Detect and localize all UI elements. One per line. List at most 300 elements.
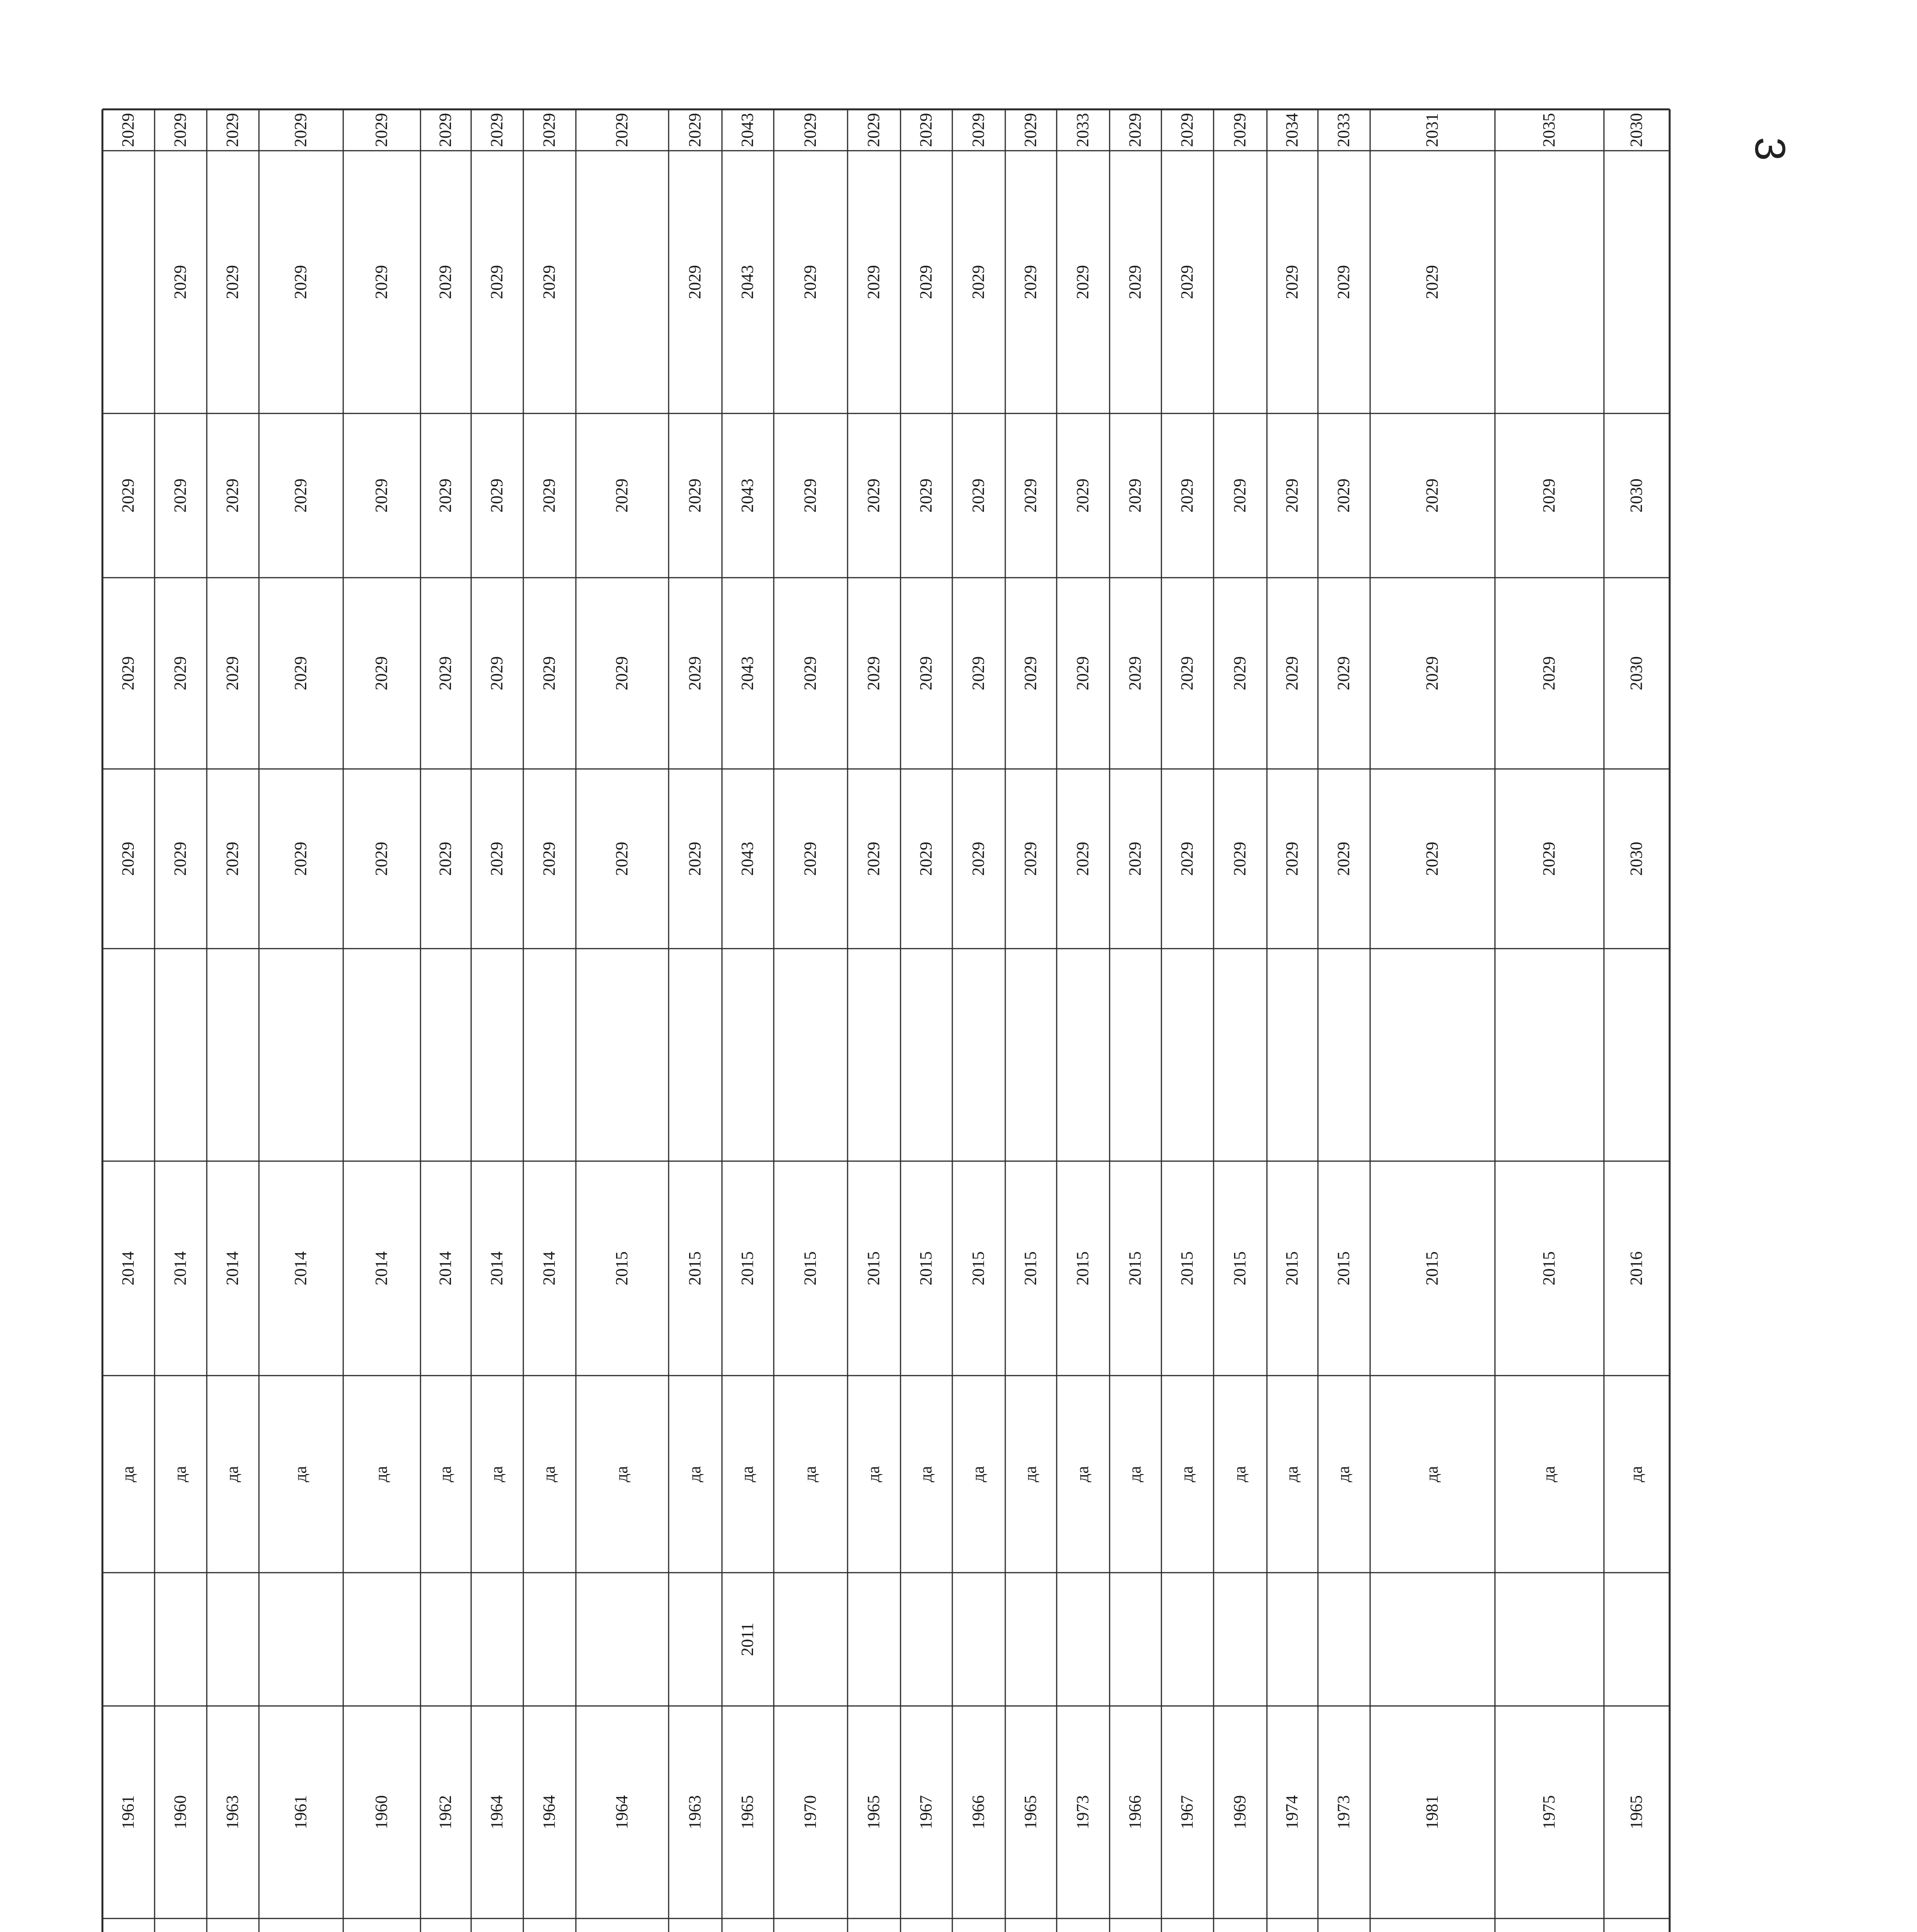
cell-text-year-built: 1967 <box>1177 1795 1197 1829</box>
cell-text-year-built: 1970 <box>800 1795 820 1829</box>
table-cell <box>1073 113 1092 147</box>
table-cell <box>738 479 757 513</box>
cell-text-year-built: 1965 <box>737 1795 757 1829</box>
table-cell <box>372 1466 391 1482</box>
cell-text-included: да <box>1422 1466 1442 1482</box>
table-cell <box>800 1466 819 1482</box>
cell-text-c3: 2029 <box>864 656 883 690</box>
table-cell <box>291 656 310 690</box>
table-cell <box>1539 1795 1558 1829</box>
cell-text-c3: 2029 <box>1539 656 1558 690</box>
cell-text-c4: 2030 <box>1626 478 1646 513</box>
table-cell <box>1073 1795 1092 1829</box>
table-cell <box>864 265 883 299</box>
cell-text-year-built: 1967 <box>916 1795 935 1829</box>
cell-text-c6: 2033 <box>1334 113 1353 147</box>
table-cell <box>1230 1252 1249 1286</box>
table-cell <box>118 479 137 513</box>
table-cell <box>1282 842 1301 876</box>
cell-text-c6: 2043 <box>737 113 757 147</box>
table-cell <box>118 113 137 147</box>
cell-text-c2: 2029 <box>1177 842 1197 876</box>
cell-text-c5: 2043 <box>737 265 757 299</box>
cell-text-c3: 2029 <box>1073 656 1092 690</box>
table-cell <box>738 113 757 147</box>
cell-text-c5: 2029 <box>1334 265 1353 299</box>
cell-text-c4: 2029 <box>1282 478 1301 513</box>
table-cell <box>1282 265 1301 299</box>
cell-text-c6: 2030 <box>1626 113 1646 147</box>
table-cell <box>372 656 391 690</box>
cell-text-included: да <box>371 1466 391 1482</box>
cell-text-c6: 2029 <box>800 113 820 147</box>
table-cell <box>1021 842 1040 876</box>
table-cell <box>916 113 935 147</box>
table-cell <box>1627 1466 1646 1482</box>
table-cell <box>1177 842 1196 876</box>
table-cell <box>487 265 506 299</box>
cell-text-c4: 2029 <box>291 478 310 513</box>
table-cell <box>1125 1466 1144 1482</box>
table-cell <box>223 113 242 147</box>
cell-text-plan-start: 2016 <box>1626 1251 1646 1286</box>
cell-text-included: да <box>864 1466 883 1482</box>
table-cell <box>1422 265 1441 299</box>
table-cell <box>685 113 704 147</box>
table-cell <box>916 479 935 513</box>
cell-text-c3: 2029 <box>1282 656 1301 690</box>
table-cell <box>223 1795 242 1829</box>
table-cell <box>118 656 137 690</box>
cell-text-plan-start: 2015 <box>864 1251 883 1286</box>
cell-text-plan-start: 2014 <box>436 1251 455 1286</box>
table-cell <box>540 1795 558 1829</box>
cell-text-c5: 2029 <box>170 265 190 299</box>
table-cell <box>916 1795 935 1829</box>
cell-text-c6: 2029 <box>864 113 883 147</box>
cell-text-c6: 2033 <box>1073 113 1092 147</box>
table-cell <box>916 1252 935 1286</box>
cell-text-included: да <box>1282 1466 1301 1482</box>
table-cell <box>170 1795 189 1829</box>
cell-text-year-built: 1964 <box>487 1795 506 1829</box>
cell-text-c3: 2029 <box>539 656 558 690</box>
cell-text-c3: 2029 <box>1021 656 1040 690</box>
table-cell <box>436 265 455 299</box>
cell-text-c3: 2029 <box>916 656 935 690</box>
table-cell <box>800 1252 819 1286</box>
table-cell <box>372 479 391 513</box>
cell-text-c3: 2029 <box>800 656 820 690</box>
cell-text-included: да <box>1334 1466 1353 1482</box>
cell-text-plan-start: 2015 <box>1539 1251 1558 1286</box>
cell-text-plan-start: 2015 <box>1334 1251 1353 1286</box>
cell-text-c3: 2030 <box>1626 656 1646 690</box>
table-cell <box>612 656 631 690</box>
cell-text-plan-start: 2014 <box>223 1251 242 1286</box>
table-cell <box>223 842 242 876</box>
cell-text-c4: 2029 <box>1177 478 1197 513</box>
table-cell <box>291 1795 310 1829</box>
cell-text-year-built: 1981 <box>1422 1795 1442 1829</box>
table-cell <box>612 113 631 147</box>
table-cell <box>487 1252 506 1286</box>
table-cell <box>1230 479 1249 513</box>
table-cell <box>685 1795 704 1829</box>
cell-text-c6: 2029 <box>1230 113 1249 147</box>
table-cell <box>800 1795 819 1829</box>
cell-text-year-built: 1966 <box>969 1795 988 1829</box>
table-cell <box>1334 1466 1353 1482</box>
cell-text-year-built: 1973 <box>1334 1795 1353 1829</box>
table-cell <box>540 842 558 876</box>
table-cell <box>1282 1252 1301 1286</box>
table-cell <box>372 113 391 147</box>
cell-text-c6: 2029 <box>1125 113 1144 147</box>
table-cell <box>864 113 883 147</box>
table-cell <box>436 479 455 513</box>
cell-text-c4: 2029 <box>1422 478 1442 513</box>
table-cell <box>1021 265 1040 299</box>
cell-text-c5: 2029 <box>969 265 988 299</box>
cell-text-c2: 2029 <box>487 842 506 876</box>
table-cell <box>738 842 757 876</box>
table-cell <box>1073 479 1092 513</box>
table-cell <box>612 842 631 876</box>
table-cell <box>1125 656 1144 690</box>
table-cell <box>864 842 883 876</box>
cell-text-c2: 2029 <box>1334 842 1353 876</box>
table-cell <box>1627 479 1646 513</box>
table-cell <box>1177 656 1196 690</box>
cell-text-included: да <box>291 1466 310 1482</box>
table-cell <box>540 479 558 513</box>
cell-text-c2: 2029 <box>800 842 820 876</box>
cell-text-c3: 2029 <box>1334 656 1353 690</box>
cell-text-c6: 2029 <box>1177 113 1197 147</box>
cell-text-plan-start: 2014 <box>539 1251 558 1286</box>
table-cell <box>223 479 242 513</box>
cell-text-year-built: 1965 <box>864 1795 883 1829</box>
cell-text-c2: 2029 <box>1230 842 1249 876</box>
table-cell <box>1073 265 1092 299</box>
cell-text-c4: 2029 <box>916 478 935 513</box>
cell-text-c6: 2031 <box>1422 113 1442 147</box>
cell-text-plan-start: 2015 <box>737 1251 757 1286</box>
cell-text-included: да <box>1125 1466 1144 1482</box>
table-cell <box>170 265 189 299</box>
table-cell <box>1627 1252 1646 1286</box>
cell-text-c4: 2029 <box>1125 478 1144 513</box>
table-cell <box>1021 479 1040 513</box>
cell-text-included: да <box>436 1466 455 1482</box>
table-cell <box>1282 479 1301 513</box>
table-cell <box>540 113 558 147</box>
cell-text-c2: 2029 <box>1422 842 1442 876</box>
table-cell <box>1073 1466 1092 1482</box>
table-cell <box>291 1252 310 1286</box>
cell-text-c3: 2029 <box>1422 656 1442 690</box>
table-cell <box>685 479 704 513</box>
cell-text-c4: 2029 <box>436 478 455 513</box>
table-cell <box>1422 113 1441 147</box>
table-cell <box>738 1795 757 1829</box>
table-cell <box>685 265 704 299</box>
table-cell <box>436 1466 455 1482</box>
table-cell <box>291 1466 310 1482</box>
table-cell <box>738 656 757 690</box>
table-cell <box>436 656 455 690</box>
cell-text-plan-start: 2014 <box>371 1251 391 1286</box>
table-cell <box>1422 1795 1441 1829</box>
table-cell <box>540 265 558 299</box>
cell-text-c2: 2029 <box>612 842 631 876</box>
table-cell <box>1230 656 1249 690</box>
table-cell <box>916 842 935 876</box>
cell-text-included: да <box>487 1466 506 1482</box>
cell-text-plan-start: 2015 <box>969 1251 988 1286</box>
table-cell <box>1539 113 1558 147</box>
table-cell <box>1021 656 1040 690</box>
table-cell <box>864 1466 883 1482</box>
table-cell <box>1334 265 1353 299</box>
table-cell <box>612 479 631 513</box>
cell-text-c5: 2029 <box>1282 265 1301 299</box>
table-cell <box>170 1466 189 1482</box>
cell-text-plan-start: 2015 <box>800 1251 820 1286</box>
table-cell <box>685 842 704 876</box>
cell-text-plan-start: 2015 <box>1422 1251 1442 1286</box>
cell-text-year-built: 1962 <box>436 1795 455 1829</box>
table-cell <box>1125 265 1144 299</box>
cell-text-c3: 2029 <box>685 656 704 690</box>
table-cell <box>1177 1466 1196 1482</box>
cell-text-c2: 2029 <box>1539 842 1558 876</box>
table-cell <box>540 656 558 690</box>
table-cell <box>738 1622 757 1656</box>
cell-text-included: да <box>685 1466 704 1482</box>
cell-text-c4: 2029 <box>685 478 704 513</box>
table-cell <box>1021 1466 1040 1482</box>
cell-text-c6: 2029 <box>1021 113 1040 147</box>
table-cell <box>864 1795 883 1829</box>
cell-text-c4: 2029 <box>1073 478 1092 513</box>
table-cell <box>487 656 506 690</box>
table-cell <box>372 1252 391 1286</box>
table-cell <box>1125 113 1144 147</box>
table-cell <box>1073 656 1092 690</box>
table-cell <box>1282 656 1301 690</box>
cell-text-c4: 2029 <box>864 478 883 513</box>
cell-text-included: да <box>170 1466 190 1482</box>
cell-text-c6: 2029 <box>291 113 310 147</box>
cell-text-c5: 2029 <box>800 265 820 299</box>
table-cell <box>969 1795 987 1829</box>
cell-text-c5: 2029 <box>291 265 310 299</box>
cell-text-c6: 2034 <box>1282 113 1301 147</box>
table-cell <box>800 656 819 690</box>
table-cell <box>1334 842 1353 876</box>
table-cell <box>118 1795 137 1829</box>
cell-text-plan-start: 2014 <box>170 1251 190 1286</box>
cell-text-c4: 2029 <box>1539 478 1558 513</box>
cell-text-c2: 2029 <box>291 842 310 876</box>
table-cell <box>487 113 506 147</box>
cell-text-included: да <box>969 1466 988 1482</box>
cell-text-included: да <box>612 1466 631 1482</box>
cell-text-year-built: 1965 <box>1626 1795 1646 1829</box>
cell-text-c6: 2029 <box>539 113 558 147</box>
table-cell <box>1125 479 1144 513</box>
table-cell <box>1422 479 1441 513</box>
cell-text-c5: 2029 <box>487 265 506 299</box>
cell-text-c2: 2029 <box>864 842 883 876</box>
table-cell <box>223 1466 242 1482</box>
table-cell <box>1282 1466 1301 1482</box>
cell-text-year-built: 1975 <box>1539 1795 1558 1829</box>
cell-text-c2: 2029 <box>685 842 704 876</box>
table-cell <box>1627 656 1646 690</box>
table-cell <box>969 842 987 876</box>
table-cell <box>1021 1252 1040 1286</box>
table-cell <box>1422 842 1441 876</box>
cell-text-c5: 2029 <box>1177 265 1197 299</box>
table-cell <box>291 479 310 513</box>
table-cell <box>1021 1795 1040 1829</box>
table-cell <box>969 479 987 513</box>
cell-text-included: да <box>1230 1466 1249 1482</box>
table-cell <box>1177 479 1196 513</box>
table-cell <box>1230 842 1249 876</box>
cell-text-c3: 2029 <box>291 656 310 690</box>
table-cell <box>118 1466 137 1482</box>
cell-text-year-built: 1965 <box>1021 1795 1040 1829</box>
table-cell <box>864 479 883 513</box>
table-cell <box>1177 1795 1196 1829</box>
cell-text-c3: 2029 <box>371 656 391 690</box>
cell-text-plan-start: 2015 <box>612 1251 631 1286</box>
cell-text-c6: 2035 <box>1539 113 1558 147</box>
table-cell <box>969 113 987 147</box>
table-cell <box>1073 842 1092 876</box>
cell-text-c5: 2029 <box>1125 265 1144 299</box>
table-cell <box>170 479 189 513</box>
table-cell <box>1282 113 1301 147</box>
table-cell <box>1422 656 1441 690</box>
table-cell <box>1627 113 1646 147</box>
cell-text-c4: 2029 <box>969 478 988 513</box>
table-cell <box>864 656 883 690</box>
table-cell <box>738 1466 757 1482</box>
cell-text-plan-start: 2015 <box>1073 1251 1092 1286</box>
table-cell <box>223 265 242 299</box>
table-cell <box>540 1466 558 1482</box>
cell-text-c3: 2029 <box>1230 656 1249 690</box>
table-cell <box>612 1466 631 1482</box>
cell-text-c5: 2029 <box>916 265 935 299</box>
table-cell <box>738 265 757 299</box>
table-cell <box>170 113 189 147</box>
table-body <box>108 113 1666 1932</box>
table-cell <box>1539 1252 1558 1286</box>
table-cell <box>612 1795 631 1829</box>
cell-text-c6: 2029 <box>118 113 138 147</box>
table-cell <box>1627 1795 1646 1829</box>
table-cell <box>1539 479 1558 513</box>
table-cell <box>916 656 935 690</box>
cell-text-year-built: 1964 <box>612 1795 631 1829</box>
cell-text-included: да <box>916 1466 935 1482</box>
cell-text-c2: 2029 <box>371 842 391 876</box>
table-cell <box>291 842 310 876</box>
table-cell <box>800 842 819 876</box>
cell-text-c4: 2029 <box>170 478 190 513</box>
cell-text-c2: 2029 <box>1021 842 1040 876</box>
cell-text-c6: 2029 <box>969 113 988 147</box>
table-cell <box>685 1466 704 1482</box>
table-cell <box>118 1252 137 1286</box>
cell-text-c3: 2029 <box>1125 656 1144 690</box>
table-cell <box>487 1466 506 1482</box>
cell-text-c6: 2029 <box>223 113 242 147</box>
table-cell <box>800 113 819 147</box>
table-cell <box>118 842 137 876</box>
cell-text-included: да <box>223 1466 242 1482</box>
cell-text-year-built: 1964 <box>539 1795 558 1829</box>
cell-text-c4: 2029 <box>1334 478 1353 513</box>
table-cell <box>487 842 506 876</box>
cell-text-c3: 2029 <box>118 656 138 690</box>
cell-text-year-overhaul: 2011 <box>737 1622 757 1656</box>
cell-text-c4: 2029 <box>1021 478 1040 513</box>
cell-text-plan-start: 2015 <box>1282 1251 1301 1286</box>
cell-text-included: да <box>118 1466 138 1482</box>
cell-text-c4: 2029 <box>1230 478 1249 513</box>
table-cell <box>223 656 242 690</box>
cell-text-c4: 2029 <box>118 478 138 513</box>
table-cell <box>1125 1252 1144 1286</box>
cell-text-c6: 2029 <box>170 113 190 147</box>
table-cell <box>1282 1795 1301 1829</box>
cell-text-included: да <box>1626 1466 1646 1482</box>
table-cell <box>436 1795 455 1829</box>
table-cell <box>738 1252 757 1286</box>
cell-text-plan-start: 2015 <box>685 1251 704 1286</box>
table-cell <box>1627 842 1646 876</box>
cell-text-included: да <box>800 1466 820 1482</box>
cell-text-year-built: 1974 <box>1282 1795 1301 1829</box>
cell-text-c3: 2029 <box>1177 656 1197 690</box>
table-cell <box>1230 1795 1249 1829</box>
cell-text-plan-start: 2014 <box>487 1251 506 1286</box>
cell-text-c2: 2043 <box>737 842 757 876</box>
table-cell <box>1334 1795 1353 1829</box>
cell-text-c5: 2029 <box>436 265 455 299</box>
cell-text-included: да <box>1539 1466 1558 1482</box>
cell-text-included: да <box>1021 1466 1040 1482</box>
cell-text-c4: 2029 <box>800 478 820 513</box>
table-cell <box>1334 1252 1353 1286</box>
table-cell <box>612 1252 631 1286</box>
table-cell <box>1125 842 1144 876</box>
cell-text-c3: 2029 <box>436 656 455 690</box>
table-cell <box>372 265 391 299</box>
table-cell <box>170 1252 189 1286</box>
table-cell <box>223 1252 242 1286</box>
cell-text-c6: 2029 <box>916 113 935 147</box>
table-cell <box>436 842 455 876</box>
table-cell <box>1539 656 1558 690</box>
